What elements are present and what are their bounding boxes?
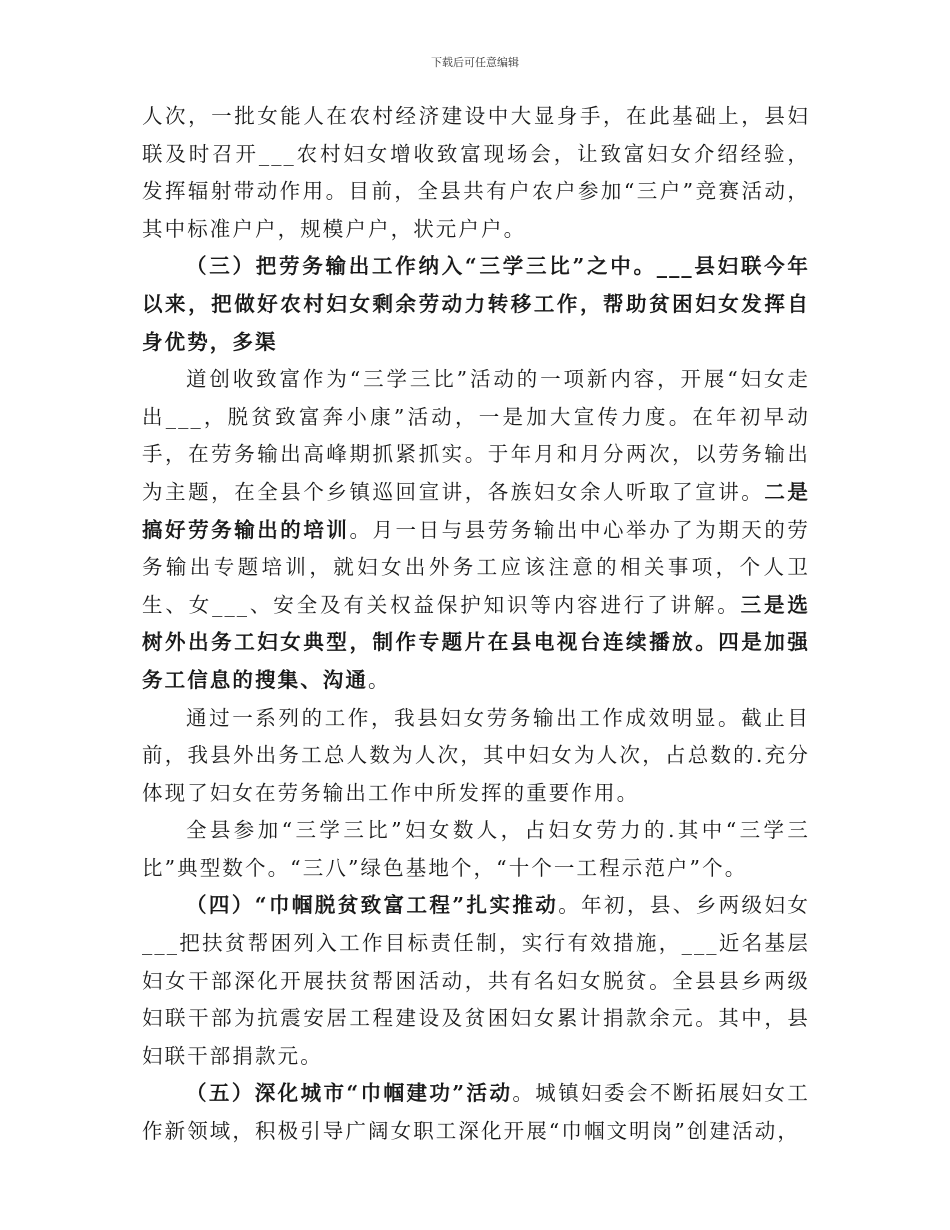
text-run-bold: （三）把劳务输出工作纳入“三学三比”之中。___县妇联今年以来，把做好农村妇女剩余劳动力转移工作，帮助贫困妇女发挥自身优势，多渠 [142, 254, 810, 354]
text-run: 通过一系列的工作，我县妇女劳务输出工作成效明显。截止目前，我县外出务工总人数为人次，其中妇女为人次，占总数的.充分体现了妇女在劳务输出工作中所发挥的重要作用。 [142, 705, 810, 805]
paragraph-5 [142, 812, 810, 887]
paragraph-7 [142, 1075, 810, 1150]
page-header-note: 下载后可任意编辑 [431, 56, 519, 69]
paragraph-1 [142, 98, 810, 248]
text-run-bold: （四）“巾帼脱贫致富工程”扎实推动 [186, 893, 559, 918]
text-run: 人次，一批女能人在农村经济建设中大显身手，在此基础上，县妇联及时召开___农村妇女增收致富现场会，让致富妇女介绍经验，发挥辐射带动作用。目前，全县共有户农户参加“三户”竞赛活动，其中标准户户，规模户户，状元户户。 [142, 104, 810, 241]
paragraph-3 [142, 361, 810, 699]
text-run-bold: （五）深化城市“巾帼建功”活动 [186, 1081, 513, 1106]
paragraph-2-heading [142, 248, 810, 361]
text-run: 。年初，县、乡两级妇女___把扶贫帮困列入工作目标责任制，实行有效措施，___近名基层妇女干部深化开展扶贫帮困活动，共有名妇女脱贫。全县县乡两级妇联干部为抗震安居工程建设及贫困妇女累计捐款余元。其中，县妇联干部捐款元。 [142, 893, 810, 1068]
text-run: 。 [368, 667, 391, 692]
paragraph-4 [142, 700, 810, 813]
text-run-bold: 二是搞好劳务输出的培训 [142, 479, 810, 542]
text-run: 道创收致富作为“三学三比”活动的一项新内容，开展“妇女走出___，脱贫致富奔小康”活动，一是加大宣传力度。在年初早动手，在劳务输出高峰期抓紧抓实。于年月和月分两次，以劳务输出为主题，在全县个乡镇巡回宣讲，各族妇女余人听取了宣讲。 [142, 367, 810, 504]
document-body [142, 98, 810, 1151]
text-run: 。城镇妇委会不断拓展妇女工作新领域，积极引导广阔女职工深化开展“巾帼文明岗”创建活动， [142, 1081, 810, 1144]
text-run: 。月一日与县劳务输出中心举办了为期天的劳务输出专题培训，就妇女出外务工应该注意的相关事项，个人卫生、女___、安全及有关权益保护知识等内容进行了讲解。 [142, 517, 810, 617]
paragraph-6 [142, 887, 810, 1075]
text-run: 全县参加“三学三比”妇女数人，占妇女劳力的.其中“三学三比”典型数个。“三八”绿色基地个，“十个一工程示范户”个。 [142, 818, 810, 880]
text-run-bold: 三是选树外出务工妇女典型，制作专题片在县电视台连续播放。四是加强务工信息的搜集、沟通 [142, 592, 810, 692]
